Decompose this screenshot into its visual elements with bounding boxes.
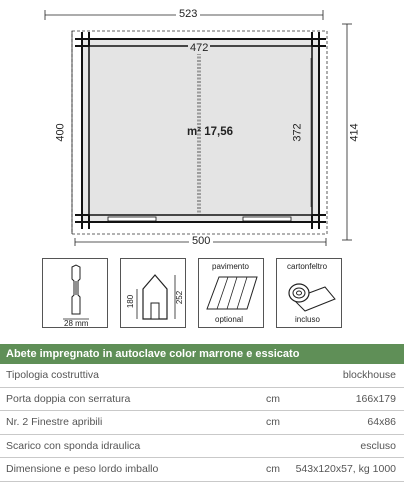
- table-row: [0, 388, 404, 412]
- row-value: escluso: [360, 439, 396, 452]
- height-option: [120, 258, 186, 328]
- felt-included-caption: incluso: [295, 315, 320, 324]
- row-label: Nr. 2 Finestre apribili: [6, 416, 103, 428]
- row-value: 543x120x57, kg 1000: [295, 463, 396, 475]
- table-row: [0, 435, 404, 459]
- floor-optional-caption: optional: [215, 315, 244, 324]
- row-value: 166x179: [355, 392, 396, 405]
- row-label: Porta doppia con serratura: [6, 392, 131, 405]
- inner-height-label: 372: [291, 123, 304, 142]
- right-height-label: 414: [348, 123, 361, 142]
- row-label: Dimensione e peso lordo imballo: [6, 463, 159, 475]
- floor-option: [198, 258, 264, 328]
- wall-thickness-option: [42, 258, 108, 328]
- row-unit: cm: [266, 416, 280, 428]
- row-value: blockhouse: [342, 369, 396, 381]
- row-label: Tipologia costruttiva: [6, 369, 99, 381]
- left-height-label: 400: [54, 123, 67, 142]
- floor-caption: pavimento: [212, 262, 249, 271]
- ridge-height-caption: 252: [175, 290, 185, 305]
- top-width-label: 523: [176, 9, 200, 20]
- table-row: [0, 364, 404, 388]
- wall-height-caption: 180: [126, 294, 136, 309]
- felt-option: [276, 258, 342, 328]
- bottom-width-label: 500: [189, 236, 213, 247]
- row-unit: cm: [266, 463, 280, 475]
- inner-width-label: 472: [190, 42, 209, 54]
- table-row: [0, 458, 404, 482]
- area-label: m² 17,56: [187, 126, 234, 138]
- row-value: 64x86: [367, 416, 396, 428]
- table-row: [0, 411, 404, 435]
- spec-table: [0, 344, 404, 482]
- wall-thickness-caption: 28 mm: [64, 319, 89, 328]
- table-title: Abete impregnato in autoclave color marrone e essicato: [0, 344, 404, 364]
- felt-caption: cartonfeltro: [287, 262, 328, 271]
- option-icons: [42, 258, 342, 332]
- row-unit: cm: [266, 392, 280, 405]
- row-label: Scarico con sponda idraulica: [6, 439, 141, 452]
